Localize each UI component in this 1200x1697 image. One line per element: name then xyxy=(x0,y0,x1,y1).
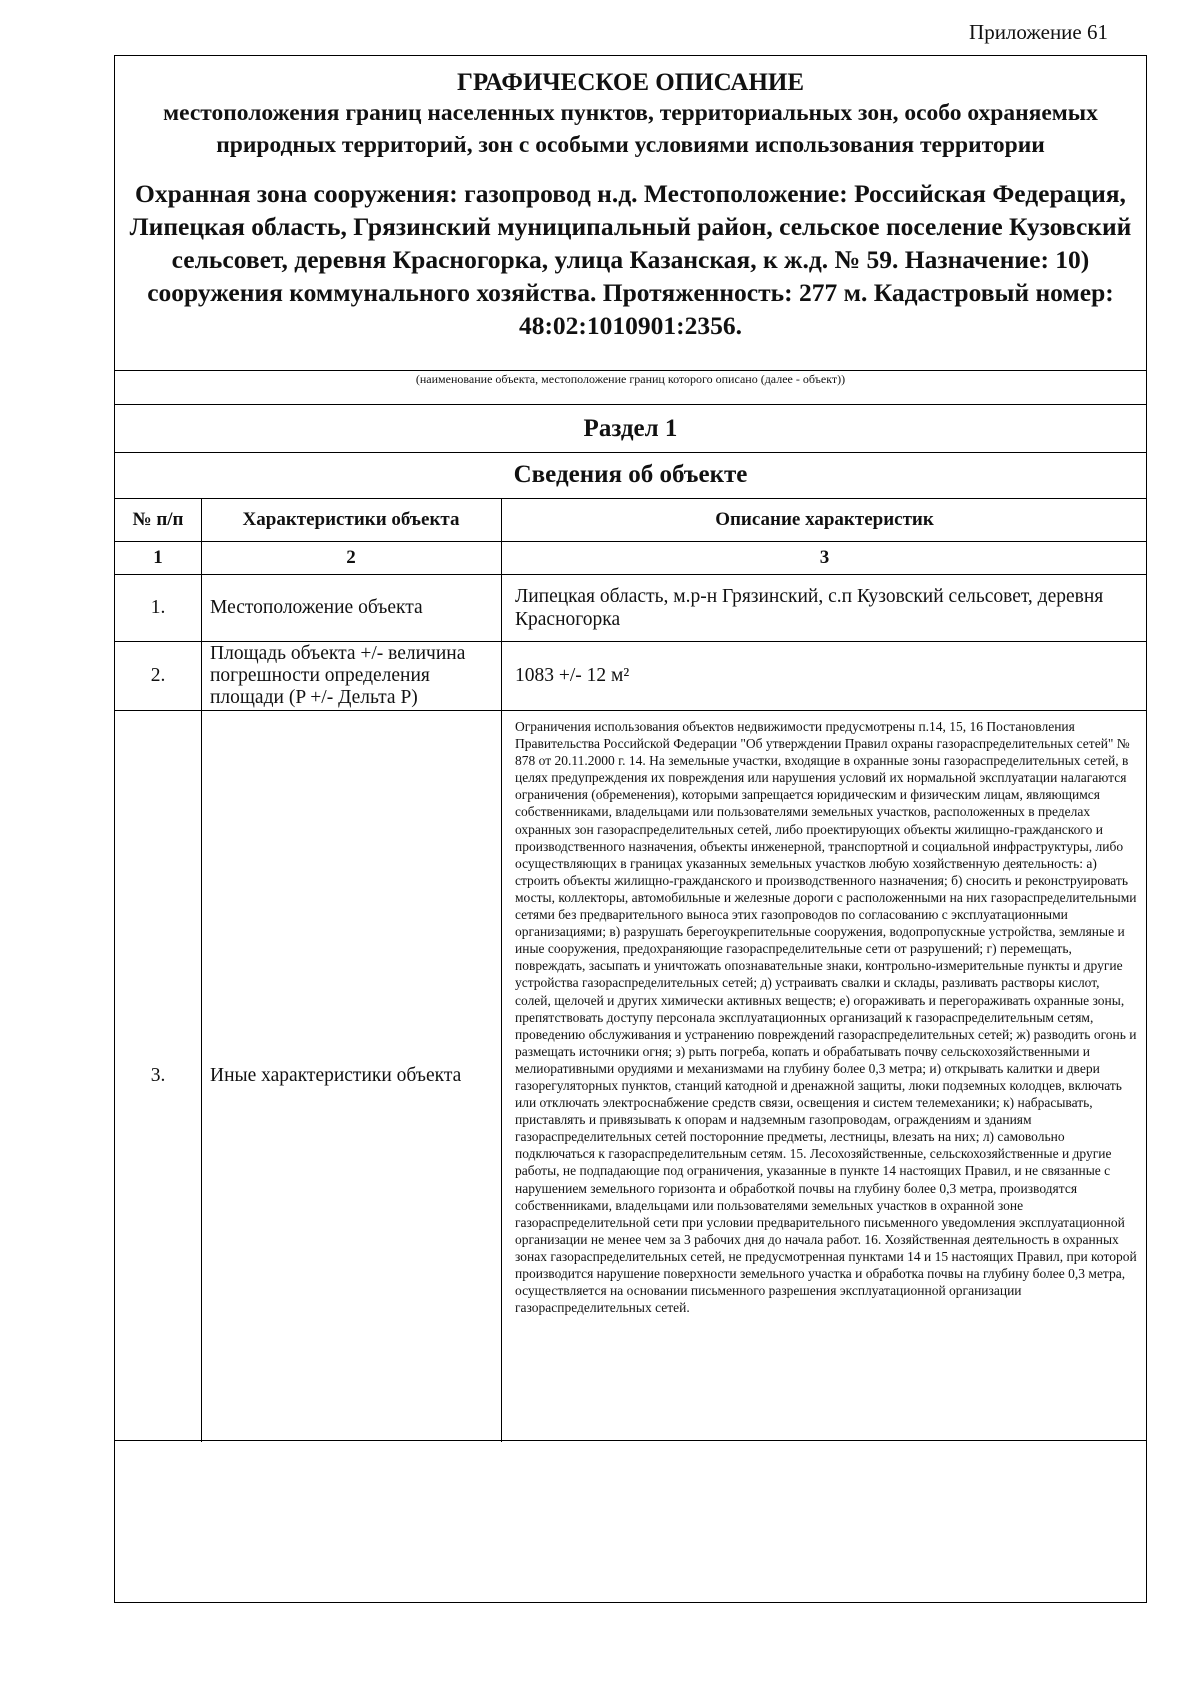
section-title: Раздел 1 xyxy=(583,415,678,442)
divider xyxy=(115,452,1146,453)
divider xyxy=(115,404,1146,405)
table-border xyxy=(115,1440,1146,1441)
column-number: 3 xyxy=(819,547,830,568)
row-value: Ограничения использования объектов недвижимости предусмотрены п.14, 15, 16 Постановления Правительства Российской Федерации "Об утверждении Правил охраны газораспределительных сетей" № 878 от 20.11.2000 г. 14. На земельные участки, входящие в охранные зоны газораспределительных сетей, в целях предупреждения их повреждения или нарушения условий их нормальной эксплуатации налагаются ограничения (обременения), которыми запрещается юридическим и физическим лицам, являющимся собственниками, владельцами или пользователями земельных участков, расположенных в пределах охранных зон газораспределительных сетей, либо проектирующих объекты жилищно-гражданского и производственного назначения, объекты инженерной, транспортной и социальной инфраструктуры, либо осуществляющих в границах указанных земельных участков любую хозяйственную деятельность: а) строить объекты жилищно-гражданского и производственного назначения; б) сносить и реконструировать мосты, коллекторы, автомобильные и железные дороги с расположенными на них газораспределительными сетями без предварительного выноса этих газопроводов по согласованию с эксплуатационными организациями; в) разрушать берегоукрепительные сооружения, водопропускные устройства, земляные и иные сооружения, предохраняющие газораспределительные сети от разрушений; г) перемещать, повреждать, засыпать и уничтожать опознавательные знаки, контрольно-измерительные пункты и другие устройства газораспределительных сетей; д) устраивать свалки и склады, разливать растворы кислот, солей, щелочей и других химически активных веществ; е) огораживать и перегораживать охранные зоны, препятствовать доступу персонала эксплуатационных организаций к газораспределительным сетям, проведению обслуживания и устранению повреждений газораспределительных сетей; ж) разводить огонь и размещать источники огня; з) рыть погреба, копать и обрабатывать почву сельскохозяйственными и мелиоративными орудиями и механизмами на глубину более 0,3 метра; и) открывать калитки и двери газорегуляторных пунктов, станций катодной и дренажной защиты, люки подземных колодцев, включать или отключать электроснабжение средств связи, освещения и систем телемеханики; к) набрасывать, приставлять и привязывать к опорам и надземным газопроводам, ограждениям и зданиям газораспределительных сетей посторонние предметы, лестницы, влезать на них; л) самовольно подключаться к газораспределительным сетям. 15. Лесохозяйственные, сельскохозяйственные и другие работы, не подпадающие под ограничения, указанные в пункте 14 настоящих Правил, и не связанные с нарушением земельного горизонта и обработкой почвы на глубину более 0,3 метра, производятся собственниками, владельцами или пользователями земельных участков в охранной зоне газораспределительной сети при условии предварительного письменного уведомления эксплуатационной организации не менее чем за 3 рабочих дня до начала работ. 16. Хозяйственная деятельность в охранных зонах газораспределительных сетей, не предусмотренная пунктами 14 и 15 настоящих Правил, при которой производится нарушение поверхности земельного участка и обработка почвы на глубину более 0,3 метра, осуществляется на основании письменного разрешения эксплуатационной организации газораспределительных сетей. xyxy=(515,719,1137,1316)
row-number: 3. xyxy=(150,1064,166,1086)
object-info-table xyxy=(115,498,1146,1442)
row-value: Липецкая область, м.р-н Грязинский, с.п Кузовский сельсовет, деревня Красногорка xyxy=(515,585,1104,630)
document-title: ГРАФИЧЕСКОЕ ОПИСАНИЕ xyxy=(456,69,805,96)
table-header-description: Описание характеристик xyxy=(715,509,934,530)
object-caption: (наименование объекта, местоположение границ которого описано (далее - объект)) xyxy=(415,372,846,386)
section-subtitle: Сведения об объекте xyxy=(513,461,748,488)
row-characteristic: Площадь объекта +/- величина погрешности определения площади (P +/- Дельта P) xyxy=(210,642,466,708)
appendix-label: Приложение 61 xyxy=(969,20,1108,44)
row-characteristic: Местоположение объекта xyxy=(210,597,423,618)
document-frame xyxy=(114,55,1147,1603)
row-number: 2. xyxy=(150,665,166,686)
table-header-number: № п/п xyxy=(132,509,184,530)
object-description: Охранная зона сооружения: газопровод н.д. Местоположение: Российская Федерация, Липецкая область, Грязинский муниципальный район, сельское поселение Кузовский сельсовет, деревня Красногорка, улица Казанская, к ж.д. № 59. Назначение: 10) сооружения коммунального хозяйства. Протяженность: 277 м. Кадастровый номер: 48:02:1010901:2356. xyxy=(129,179,1132,340)
document-subtitle: местоположения границ населенных пунктов, территориальных зон, особо охраняемых природных территорий, зон с особыми условиями использования территории xyxy=(163,100,1098,158)
document-header xyxy=(115,56,1146,370)
row-characteristic: Иные характеристики объекта xyxy=(210,1064,462,1086)
row-value: 1083 +/- 12 м² xyxy=(515,665,630,686)
column-number: 1 xyxy=(153,547,163,568)
column-number: 2 xyxy=(346,547,356,568)
divider xyxy=(115,370,1146,371)
table-header-characteristic: Характеристики объекта xyxy=(242,509,460,530)
row-number: 1. xyxy=(150,597,166,618)
